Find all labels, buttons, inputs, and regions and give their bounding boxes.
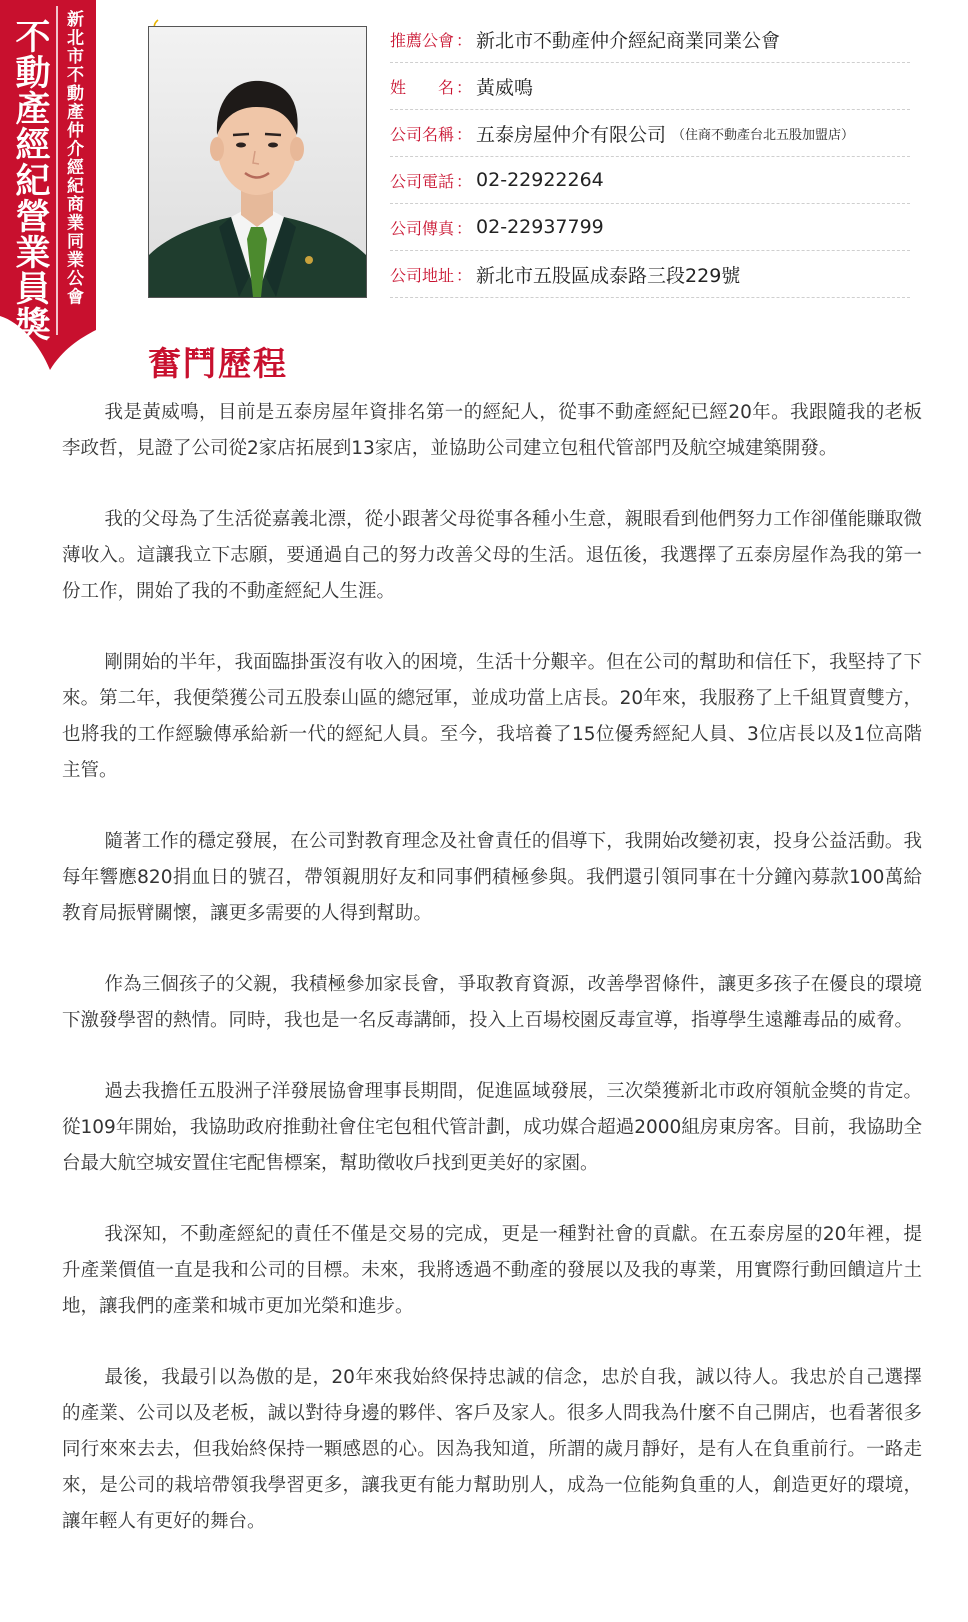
- profile-info: [390, 16, 910, 298]
- info-value-fax: 02-22937799: [476, 216, 604, 238]
- info-value-address: 新北市五股區成泰路三段229號: [476, 264, 741, 287]
- story-body: [62, 395, 922, 1575]
- story-paragraph: 我深知，不動產經紀的責任不僅是交易的完成，更是一種對社會的貢獻。在五泰房屋的20年裡，提升產業價值一直是我和公司的目標。未來，我將透過不動產的發展以及我的專業，用實際行動回饋這片土地，讓我們的產業和城市更加光榮和進步。: [62, 1224, 922, 1317]
- portrait-illustration: [149, 27, 366, 297]
- info-label-phone: 公司電話: [390, 171, 455, 191]
- portrait-photo: [148, 26, 367, 298]
- info-colon: ：: [456, 124, 473, 144]
- info-colon: ：: [456, 77, 473, 97]
- info-row-company: [390, 110, 910, 157]
- info-row-phone: [390, 157, 910, 204]
- info-row-association: [390, 16, 910, 63]
- info-value-phone: 02-22922264: [476, 169, 604, 191]
- info-row-name: [390, 63, 910, 110]
- info-label-fax: 公司傳真: [390, 218, 455, 238]
- info-label-name: 姓名: [390, 77, 454, 97]
- award-ribbon: [0, 0, 100, 380]
- info-row-fax: [390, 204, 910, 251]
- story-paragraph: 我是黃威鳴，目前是五泰房屋年資排名第一的經紀人，從事不動產經紀已經20年。我跟隨我的老板李政哲，見證了公司從2家店拓展到13家店，並協助公司建立包租代管部門及航空城建築開發。: [62, 402, 922, 459]
- story-paragraph: 隨著工作的穩定發展，在公司對教育理念及社會責任的倡導下，我開始改變初衷，投身公益活動。我每年響應820捐血日的號召，帶領親朋好友和同事們積極參與。我們還引領同事在十分鐘內募款100萬給教育局振臂關懷，讓更多需要的人得到幫助。: [62, 831, 922, 924]
- story-paragraph: 過去我擔任五股洲子洋發展協會理事長期間，促進區域發展，三次榮獲新北市政府領航金獎的肯定。從109年開始，我協助政府推動社會住宅包租代管計劃，成功媒合超過2000組房東房客。目前，我協助全台最大航空城安置住宅配售標案，幫助徵收戶找到更美好的家園。: [62, 1081, 922, 1174]
- info-value-name: 黃威鳴: [476, 76, 534, 99]
- story-paragraph: 剛開始的半年，我面臨掛蛋沒有收入的困境，生活十分艱辛。但在公司的幫助和信任下，我堅持了下來。第二年，我便榮獲公司五股泰山區的總冠軍，並成功當上店長。20年來，我服務了上千組買賣雙方，也將我的工作經驗傳承給新一代的經紀人員。至今，我培養了15位優秀經紀人員、3位店長以及1位高階主管。: [62, 652, 922, 781]
- ribbon-award-title: 不動產經紀營業員獎: [10, 18, 50, 342]
- info-colon: ：: [456, 30, 473, 50]
- info-label-company: 公司名稱: [390, 124, 455, 144]
- info-label-association: 推薦公會: [390, 30, 455, 50]
- info-value-company: 五泰房屋仲介有限公司: [476, 123, 667, 146]
- ribbon-organization: 新北市不動產仲介經紀商業同業公會: [63, 10, 83, 306]
- info-colon: ：: [456, 171, 473, 191]
- info-colon: ：: [456, 265, 473, 285]
- info-company-note: （住商不動產台北五股加盟店）: [672, 127, 855, 143]
- section-title: 奮鬥歷程: [148, 344, 288, 383]
- info-value-association: 新北市不動產仲介經紀商業同業公會: [476, 29, 781, 52]
- story-paragraph: 作為三個孩子的父親，我積極參加家長會，爭取教育資源，改善學習條件，讓更多孩子在優良的環境下激發學習的熱情。同時，我也是一名反毒講師，投入上百場校園反毒宣導，指導學生遠離毒品的威脅。: [62, 974, 922, 1031]
- info-colon: ：: [456, 218, 473, 238]
- story-paragraph: 我的父母為了生活從嘉義北漂，從小跟著父母從事各種小生意，親眼看到他們努力工作卻僅能賺取微薄收入。這讓我立下志願，要通過自己的努力改善父母的生活。退伍後，我選擇了五泰房屋作為我的第一份工作，開始了我的不動產經紀人生涯。: [62, 509, 922, 602]
- info-label-address: 公司地址: [390, 265, 455, 285]
- info-row-address: [390, 251, 910, 298]
- story-paragraph: 最後，我最引以為傲的是，20年來我始終保持忠誠的信念，忠於自我，誠以待人。我忠於自己選擇的產業、公司以及老板，誠以對待身邊的夥伴、客戶及家人。很多人問我為什麼不自己開店，也看著很多同行來來去去，但我始終保持一顆感恩的心。因為我知道，所謂的歲月靜好，是有人在負重前行。一路走來，是公司的栽培帶領我學習更多，讓我更有能力幫助別人，成為一位能夠負重的人，創造更好的環境，讓年輕人有更好的舞台。: [62, 1367, 922, 1532]
